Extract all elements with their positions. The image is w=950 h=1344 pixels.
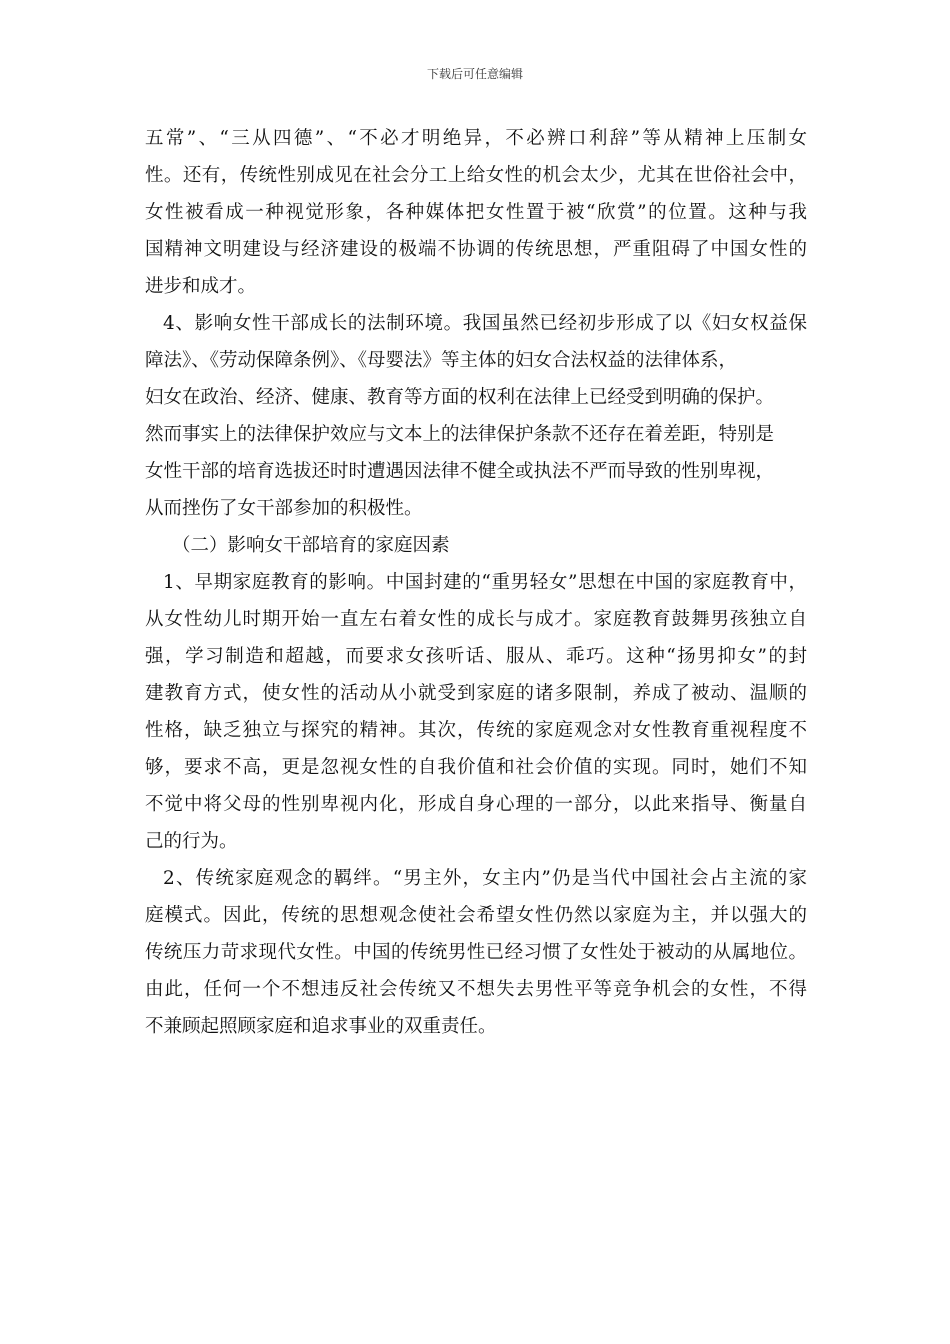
text-line: 强，学习制造和超越，而要求女孩听话、服从、乖巧。这种“扬男抑女”的封 <box>145 646 807 667</box>
text-line: 庭模式。因此，传统的思想观念使社会希望女性仍然以家庭为主，并以强大的 <box>145 905 807 926</box>
text-line: 1、早期家庭教育的影响。中国封建的“重男轻女”思想在中国的家庭教育中， <box>163 572 807 593</box>
paragraph-traditional-family-concepts <box>145 860 807 1045</box>
text-line: 从而挫伤了女干部参加的积极性。 <box>145 498 423 519</box>
text-line: 从女性幼儿时期开始一直左右着女性的成长与成才。家庭教育鼓舞男孩独立自 <box>145 609 807 630</box>
text-line: 不觉中将父母的性别卑视内化，形成自身心理的一部分，以此来指导、衡量自 <box>145 794 807 815</box>
text-line: 进步和成才。 <box>145 276 257 297</box>
text-line: 五常”、“三从四德”、“不必才明绝异，不必辨口利辞”等从精神上压制女 <box>145 128 807 149</box>
page-header: 下载后可任意编辑 <box>426 67 523 81</box>
text-line: 性格，缺乏独立与探究的精神。其次，传统的家庭观念对女性教育重视程度不 <box>145 720 807 741</box>
text-line: 不兼顾起照顾家庭和追求事业的双重责任。 <box>145 1016 497 1037</box>
text-line: 传统压力苛求现代女性。中国的传统男性已经习惯了女性处于被动的从属地位。 <box>145 942 807 963</box>
paragraph-tradition-continued <box>145 120 807 305</box>
text-line: 性。还有，传统性别成见在社会分工上给女性的机会太少，尤其在世俗社会中， <box>145 165 807 186</box>
section-heading-family-factors: （二）影响女干部培育的家庭因素 <box>172 535 450 556</box>
text-line: 女性被看成一种视觉形象，各种媒体把女性置于被“欣赏”的位置。这种与我 <box>145 202 807 223</box>
paragraph-legal-environment <box>145 305 807 527</box>
text-line: 国精神文明建设与经济建设的极端不协调的传统思想，严重阻碍了中国女性的 <box>145 239 807 260</box>
text-line: 由此，任何一个不想违反社会传统又不想失去男性平等竞争机会的女性，不得 <box>145 979 807 1000</box>
text-line: 2、传统家庭观念的羁绊。“男主外，女主内”仍是当代中国社会占主流的家 <box>163 868 807 889</box>
text-line: 妇女在政治、经济、健康、教育等方面的权利在法律上已经受到明确的保护。 <box>145 387 775 408</box>
document-body <box>145 120 807 1045</box>
text-line: 障法》、《劳动保障条例》、《母婴法》等主体的妇女合法权益的法律体系， <box>145 350 738 371</box>
text-line: 女性干部的培育选拔还时时遭遇因法律不健全或执法不严而导致的性别卑视， <box>145 461 775 482</box>
text-line: 够，要求不高，更是忽视女性的自我价值和社会价值的实现。同时，她们不知 <box>145 757 807 778</box>
text-line: 4、影响女性干部成长的法制环境。我国虽然已经初步形成了以《妇女权益保 <box>163 313 807 334</box>
text-line: 然而事实上的法律保护效应与文本上的法律保护条款不还存在着差距，特别是 <box>145 424 775 445</box>
text-line: 己的行为。 <box>145 831 238 852</box>
paragraph-early-family-education <box>145 564 807 860</box>
text-line: 建教育方式，使女性的活动从小就受到家庭的诸多限制，养成了被动、温顺的 <box>145 683 807 704</box>
